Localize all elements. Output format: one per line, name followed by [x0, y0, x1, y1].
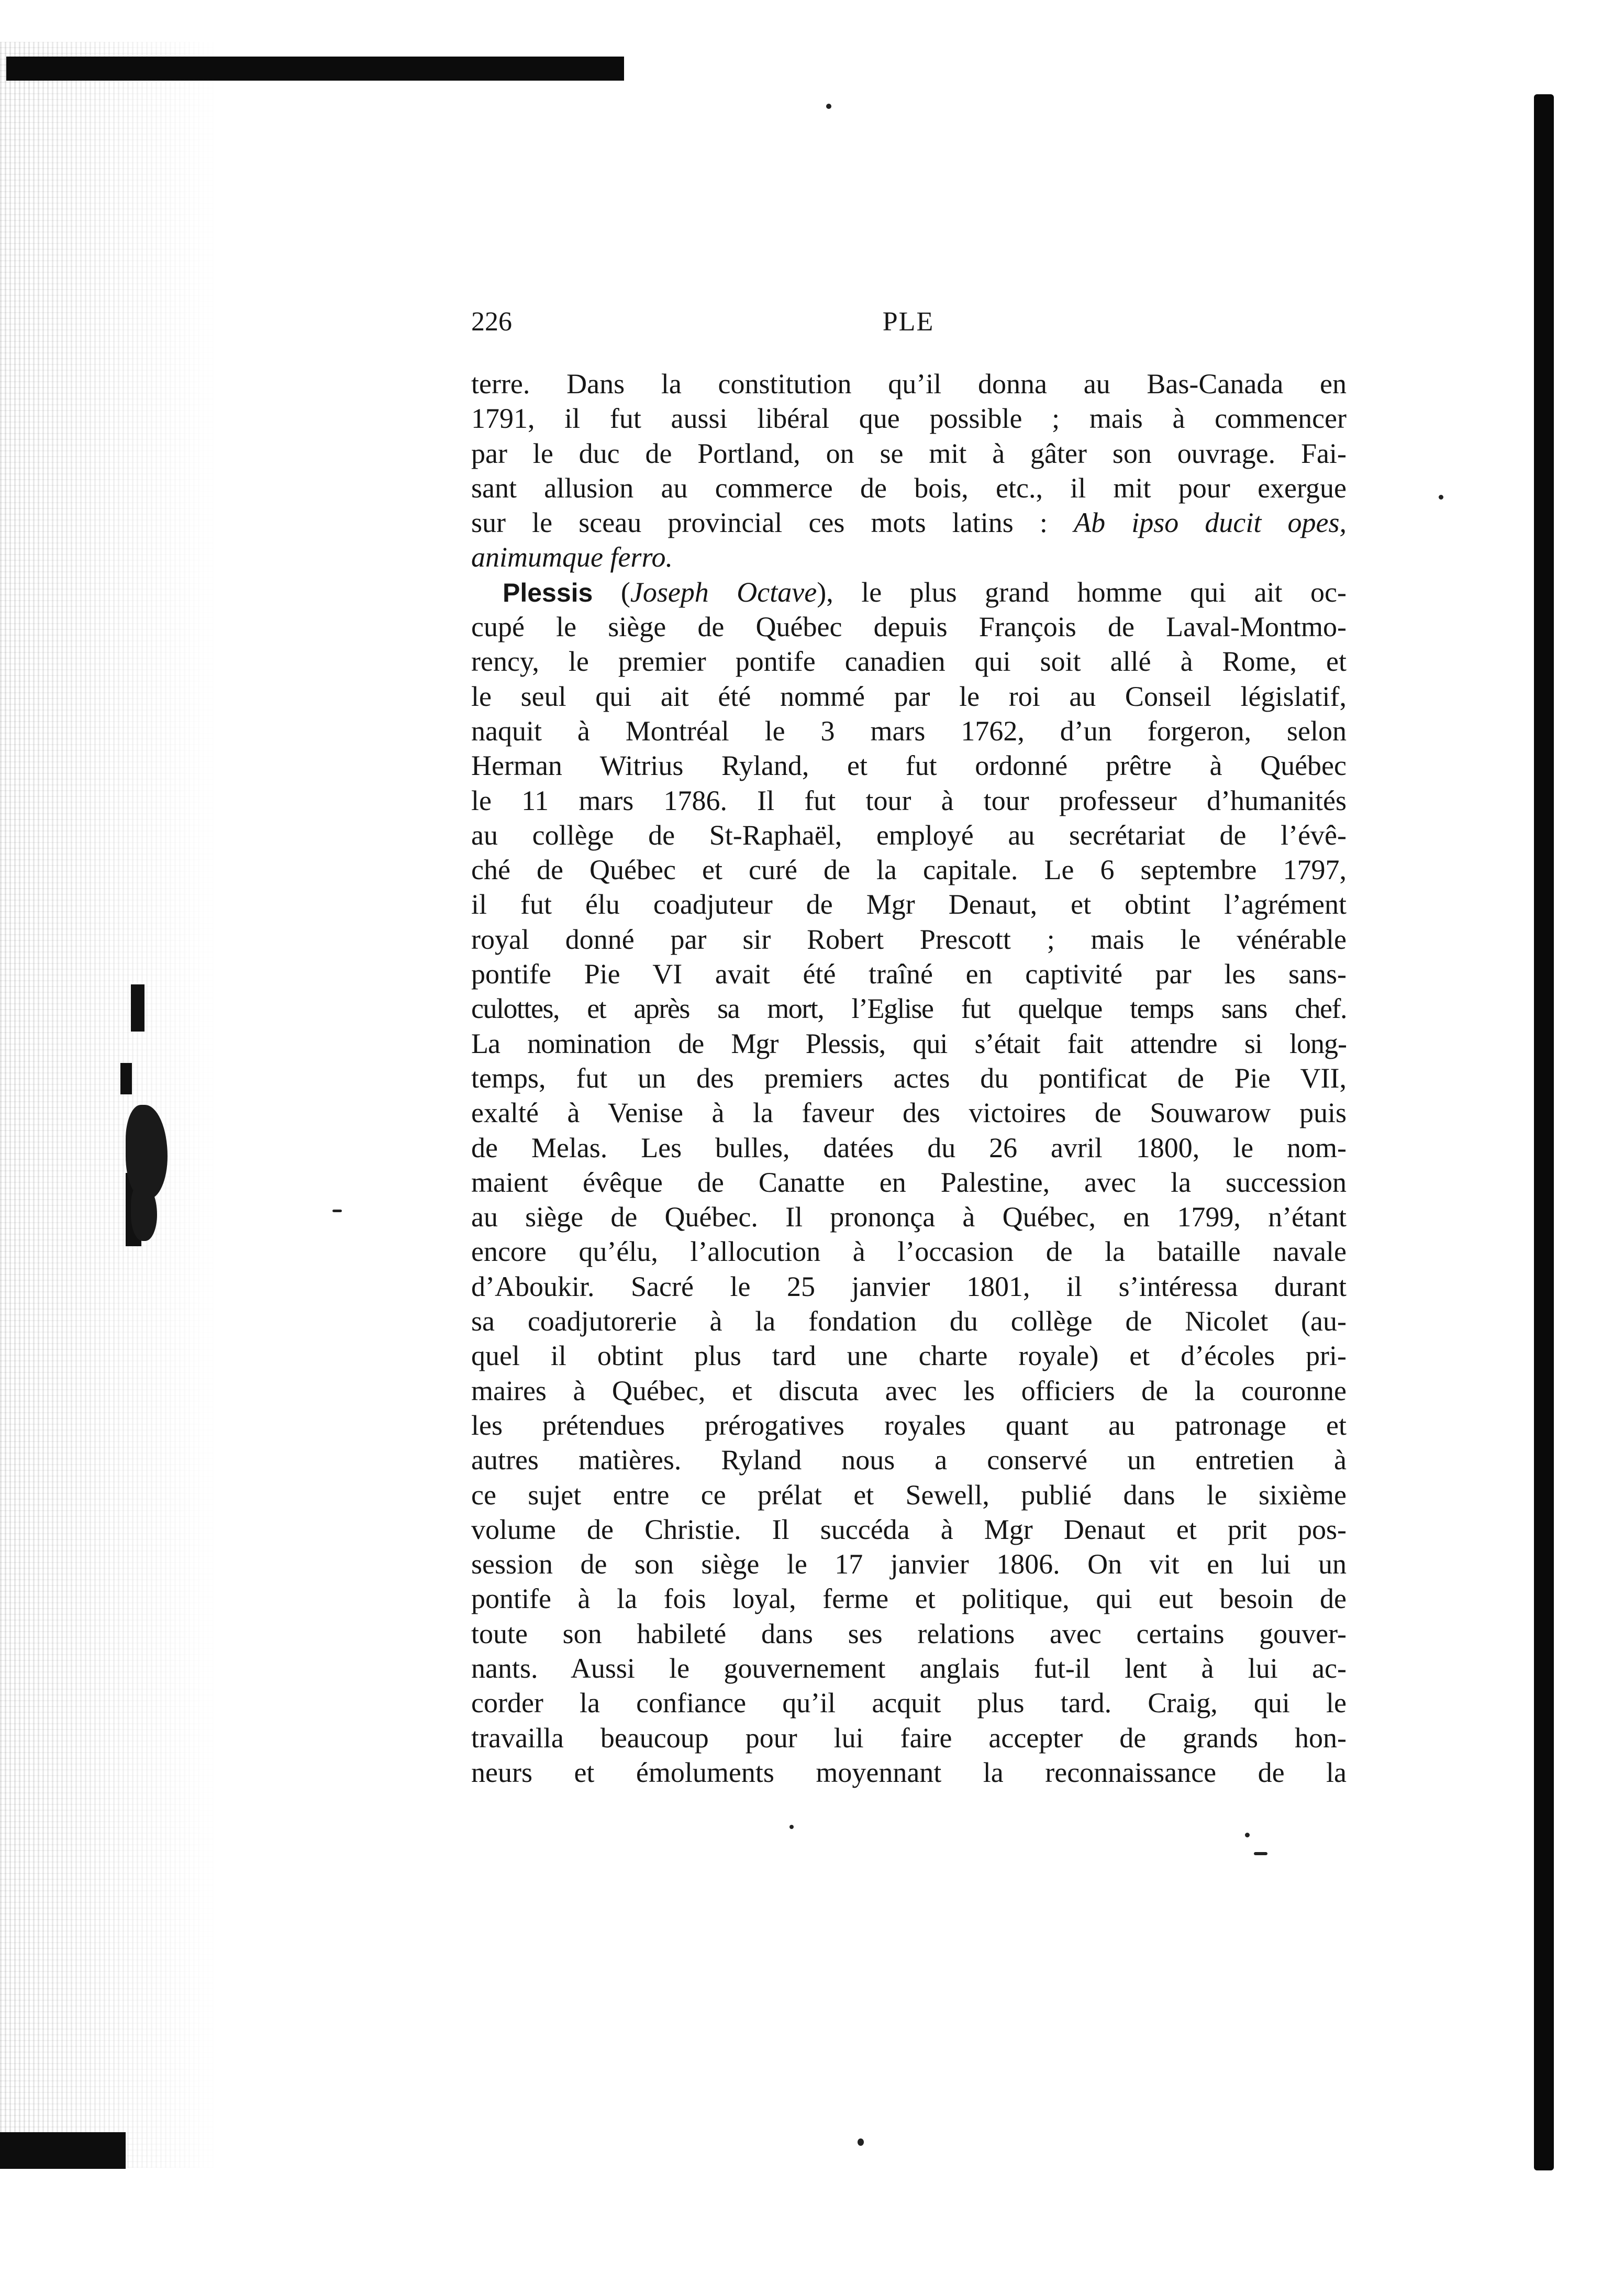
binding-shadow [0, 42, 220, 2168]
text-line: culottes, et après sa mort, l’Eglise fut quelque temps sans chef. [471, 993, 1347, 1025]
text-line: temps, fut un des premiers actes du pontificat de Pie VII, [471, 1062, 1347, 1094]
speck [1245, 1833, 1250, 1837]
text-line: Herman Witrius Ryland, et fut ordonné prêtre à Québec [471, 750, 1347, 782]
text-line: maient évêque de Canatte en Palestine, avec la succession [471, 1166, 1347, 1198]
text-line: sant allusion au commerce de bois, etc., il mit pour exergue [471, 472, 1347, 504]
latin-motto-end: animumque ferro. [471, 541, 673, 573]
text-line: ce sujet entre ce prélat et Sewell, publié dans le sixième [471, 1479, 1347, 1511]
text-line: au collège de St-Raphaël, employé au secrétariat de l’évê- [471, 819, 1347, 851]
speck [826, 104, 831, 109]
running-head: PLE [882, 307, 935, 337]
speck [789, 1825, 794, 1829]
speck [1439, 495, 1443, 500]
text-line: nants. Aussi le gouvernement anglais fut-il lent à lui ac- [471, 1652, 1347, 1684]
speck [858, 2138, 864, 2146]
text-line: cupé le siège de Québec depuis François de Laval-Montmo- [471, 611, 1347, 643]
text-line: le seul qui ait été nommé par le roi au Conseil législatif, [471, 680, 1347, 712]
binding-mark [120, 1063, 132, 1094]
text-line: par le duc de Portland, on se mit à gâter son ouvrage. Fai- [471, 437, 1347, 469]
text-line [471, 505, 1347, 540]
text-line: sa coadjutorerie à la fondation du collège de Nicolet (au- [471, 1305, 1347, 1337]
text-line: session de son siège le 17 janvier 1806. On vit en lui un [471, 1548, 1347, 1580]
page-number: 226 [471, 307, 512, 337]
text-line: le 11 mars 1786. Il fut tour à tour professeur d’humanités [471, 784, 1347, 816]
text-line: pontife à la fois loyal, ferme et politique, qui eut besoin de [471, 1583, 1347, 1615]
text-line: autres matières. Ryland nous a conservé un entretien à [471, 1444, 1347, 1476]
text-line: au siège de Québec. Il prononça à Québec, en 1799, n’étant [471, 1201, 1347, 1233]
speck [1254, 1852, 1267, 1855]
text-line: exalté à Venise à la faveur des victoires de Souwarow puis [471, 1097, 1347, 1129]
latin-motto: Ab ipso ducit opes, [1074, 507, 1347, 539]
top-edge-rule [6, 57, 624, 81]
text-line: toute son habileté dans ses relations avec certains gouver- [471, 1617, 1347, 1649]
text-segment: sur le sceau provincial ces mots latins : [471, 507, 1048, 539]
text-line: d’Aboukir. Sacré le 25 janvier 1801, il s’intéressa durant [471, 1270, 1347, 1302]
entry-headword: Plessis [503, 578, 593, 607]
text-line: neurs et émoluments moyennant la reconnaissance de la [471, 1756, 1347, 1788]
speck [332, 1210, 342, 1212]
text-line: La nomination de Mgr Plessis, qui s’était fait attendre si long- [471, 1027, 1347, 1059]
text-line: volume de Christie. Il succéda à Mgr Denaut et prit pos- [471, 1513, 1347, 1545]
text-line: corder la confiance qu’il acquit plus tard. Craig, qui le [471, 1687, 1347, 1719]
text-line [471, 540, 1347, 574]
entry-start-line [471, 575, 1347, 609]
text-line: pontife Pie VI avait été traîné en captivité par les sans- [471, 958, 1347, 990]
text-line: quel il obtint plus tard une charte royale) et d’écoles pri- [471, 1340, 1347, 1372]
text-segment: ( [620, 576, 630, 608]
page-header [471, 301, 1345, 343]
text-line: terre. Dans la constitution qu’il donna au Bas-Canada en [471, 368, 1347, 400]
text-segment: ), le plus grand homme qui ait oc- [817, 576, 1347, 608]
right-edge-bar [1534, 94, 1554, 2170]
text-line: de Melas. Les bulles, datées du 26 avril 1800, le nom- [471, 1132, 1347, 1163]
body-text [471, 367, 1347, 1790]
text-line: encore qu’élu, l’allocution à l’occasion de la bataille navale [471, 1236, 1347, 1268]
text-line: 1791, il fut aussi libéral que possible ; mais à commencer [471, 403, 1347, 435]
text-line: maires à Québec, et discuta avec les officiers de la couronne [471, 1375, 1347, 1406]
text-line: travailla beaucoup pour lui faire accepter de grands hon- [471, 1722, 1347, 1754]
text-line: il fut élu coadjuteur de Mgr Denaut, et obtint l’agrément [471, 889, 1347, 921]
text-line: naquit à Montréal le 3 mars 1762, d’un forgeron, selon [471, 715, 1347, 747]
bottom-corner-mark [0, 2132, 126, 2169]
text-line: ché de Québec et curé de la capitale. Le 6 septembre 1797, [471, 854, 1347, 886]
text-line: les prétendues prérogatives royales quant au patronage et [471, 1409, 1347, 1441]
binding-mark [131, 984, 144, 1032]
entry-given-names: Joseph Octave [630, 576, 817, 608]
text-line: royal donné par sir Robert Prescott ; mais le vénérable [471, 923, 1347, 955]
text-line: rency, le premier pontife canadien qui soit allé à Rome, et [471, 646, 1347, 678]
